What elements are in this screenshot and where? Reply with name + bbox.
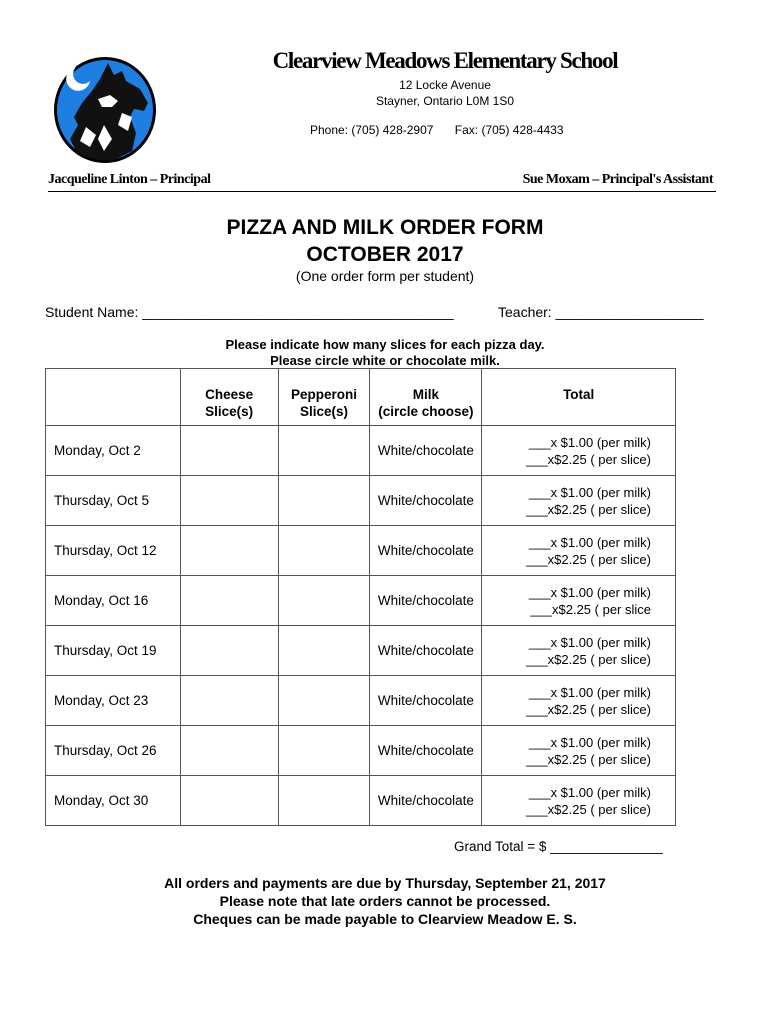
header-pepperoni-label: Pepperoni — [290, 387, 357, 402]
total-milk-line: ___x $1.00 (per milk) — [528, 684, 651, 700]
order-table — [45, 368, 676, 826]
form-subtitle: (One order form per student) — [295, 268, 475, 284]
total-slice-line: ___x$2.25 ( per slice — [530, 601, 651, 617]
row-total[interactable] — [482, 576, 676, 626]
cheese-slices-input[interactable] — [180, 476, 278, 526]
milk-choice[interactable]: White/chocolate — [370, 426, 482, 476]
total-milk-line: ___x $1.00 (per milk) — [528, 784, 651, 800]
total-milk-line: ___x $1.00 (per milk) — [528, 534, 651, 550]
total-slice-line: ___x$2.25 ( per slice) — [525, 451, 651, 467]
table-row — [46, 576, 676, 626]
school-name: Clearview Meadows Elementary School — [272, 48, 618, 73]
table-row — [46, 476, 676, 526]
pepperoni-slices-input[interactable] — [278, 526, 370, 576]
row-total[interactable] — [482, 526, 676, 576]
order-day: Thursday, Oct 5 — [46, 476, 181, 526]
phone-number: Phone: (705) 428-2907 — [310, 123, 434, 137]
header-cheese-sub: Slice(s) — [205, 404, 254, 419]
row-total[interactable] — [482, 626, 676, 676]
pepperoni-slices-input[interactable] — [278, 426, 370, 476]
fax-number: Fax: (705) 428-4433 — [454, 123, 564, 137]
cheese-slices-input[interactable] — [180, 626, 278, 676]
order-day: Monday, Oct 16 — [46, 576, 181, 626]
row-total[interactable] — [482, 476, 676, 526]
total-slice-line: ___x$2.25 ( per slice) — [525, 651, 651, 667]
pepperoni-slices-input[interactable] — [278, 626, 370, 676]
total-milk-line: ___x $1.00 (per milk) — [528, 484, 651, 500]
pepperoni-slices-input[interactable] — [278, 476, 370, 526]
milk-choice[interactable]: White/chocolate — [370, 526, 482, 576]
header-cheese — [180, 369, 278, 426]
order-day: Monday, Oct 30 — [46, 776, 181, 826]
teacher-field[interactable]: Teacher: ___________________ — [498, 304, 704, 320]
table-row — [46, 626, 676, 676]
row-total[interactable] — [482, 726, 676, 776]
address-line-1: 12 Locke Avenue — [399, 78, 491, 92]
header-milk-label: Milk — [412, 387, 440, 402]
student-name-field[interactable]: Student Name: ________________________________________ — [45, 304, 454, 320]
milk-choice[interactable]: White/chocolate — [370, 576, 482, 626]
instruction-milk: Please circle white or chocolate milk. — [270, 353, 500, 368]
total-milk-line: ___x $1.00 (per milk) — [528, 434, 651, 450]
pepperoni-slices-input[interactable] — [278, 776, 370, 826]
header-day — [46, 369, 181, 426]
order-day: Thursday, Oct 26 — [46, 726, 181, 776]
header-cheese-label: Cheese — [205, 387, 254, 402]
row-total[interactable] — [482, 676, 676, 726]
address-line-2: Stayner, Ontario L0M 1S0 — [375, 94, 515, 108]
footer-due-date: All orders and payments are due by Thursday, September 21, 2017 — [164, 875, 606, 891]
form-title: PIZZA AND MILK ORDER FORM — [226, 216, 544, 239]
total-milk-line: ___x $1.00 (per milk) — [528, 584, 651, 600]
total-slice-line: ___x$2.25 ( per slice) — [525, 501, 651, 517]
grand-total[interactable]: Grand Total = $ _______________ — [454, 839, 663, 854]
order-day: Monday, Oct 2 — [46, 426, 181, 476]
header-milk — [370, 369, 482, 426]
row-total[interactable] — [482, 426, 676, 476]
cheese-slices-input[interactable] — [180, 526, 278, 576]
cheese-slices-input[interactable] — [180, 726, 278, 776]
table-row — [46, 776, 676, 826]
header-total: Total — [482, 369, 676, 426]
assistant-name: Sue Moxam – Principal's Assistant — [522, 172, 713, 187]
table-row — [46, 426, 676, 476]
milk-choice[interactable]: White/chocolate — [370, 776, 482, 826]
school-logo-icon — [52, 55, 158, 166]
row-total[interactable] — [482, 776, 676, 826]
table-row — [46, 526, 676, 576]
total-slice-line: ___x$2.25 ( per slice) — [525, 751, 651, 767]
order-day: Thursday, Oct 12 — [46, 526, 181, 576]
table-header-row — [46, 369, 676, 426]
footer-cheques: Cheques can be made payable to Clearview Meadow E. S. — [193, 911, 577, 927]
cheese-slices-input[interactable] — [180, 676, 278, 726]
form-month: OCTOBER 2017 — [306, 243, 464, 266]
milk-choice[interactable]: White/chocolate — [370, 726, 482, 776]
instruction-slices: Please indicate how many slices for each pizza day. — [225, 337, 545, 352]
footer-late-note: Please note that late orders cannot be processed. — [219, 893, 551, 909]
order-day: Thursday, Oct 19 — [46, 626, 181, 676]
order-day: Monday, Oct 23 — [46, 676, 181, 726]
header-pepperoni — [278, 369, 370, 426]
header-milk-sub: (circle choose) — [378, 404, 474, 419]
total-slice-line: ___x$2.25 ( per slice) — [525, 801, 651, 817]
total-milk-line: ___x $1.00 (per milk) — [528, 734, 651, 750]
total-slice-line: ___x$2.25 ( per slice) — [525, 701, 651, 717]
contact-line — [310, 123, 582, 137]
cheese-slices-input[interactable] — [180, 426, 278, 476]
header-divider — [48, 191, 716, 192]
total-slice-line: ___x$2.25 ( per slice) — [525, 551, 651, 567]
milk-choice[interactable]: White/chocolate — [370, 626, 482, 676]
milk-choice[interactable]: White/chocolate — [370, 676, 482, 726]
cheese-slices-input[interactable] — [180, 576, 278, 626]
milk-choice[interactable]: White/chocolate — [370, 476, 482, 526]
table-row — [46, 676, 676, 726]
total-milk-line: ___x $1.00 (per milk) — [528, 634, 651, 650]
principal-name: Jacqueline Linton – Principal — [48, 172, 211, 187]
cheese-slices-input[interactable] — [180, 776, 278, 826]
pepperoni-slices-input[interactable] — [278, 676, 370, 726]
pepperoni-slices-input[interactable] — [278, 726, 370, 776]
table-row — [46, 726, 676, 776]
pepperoni-slices-input[interactable] — [278, 576, 370, 626]
header-pepperoni-sub: Slice(s) — [299, 404, 348, 419]
